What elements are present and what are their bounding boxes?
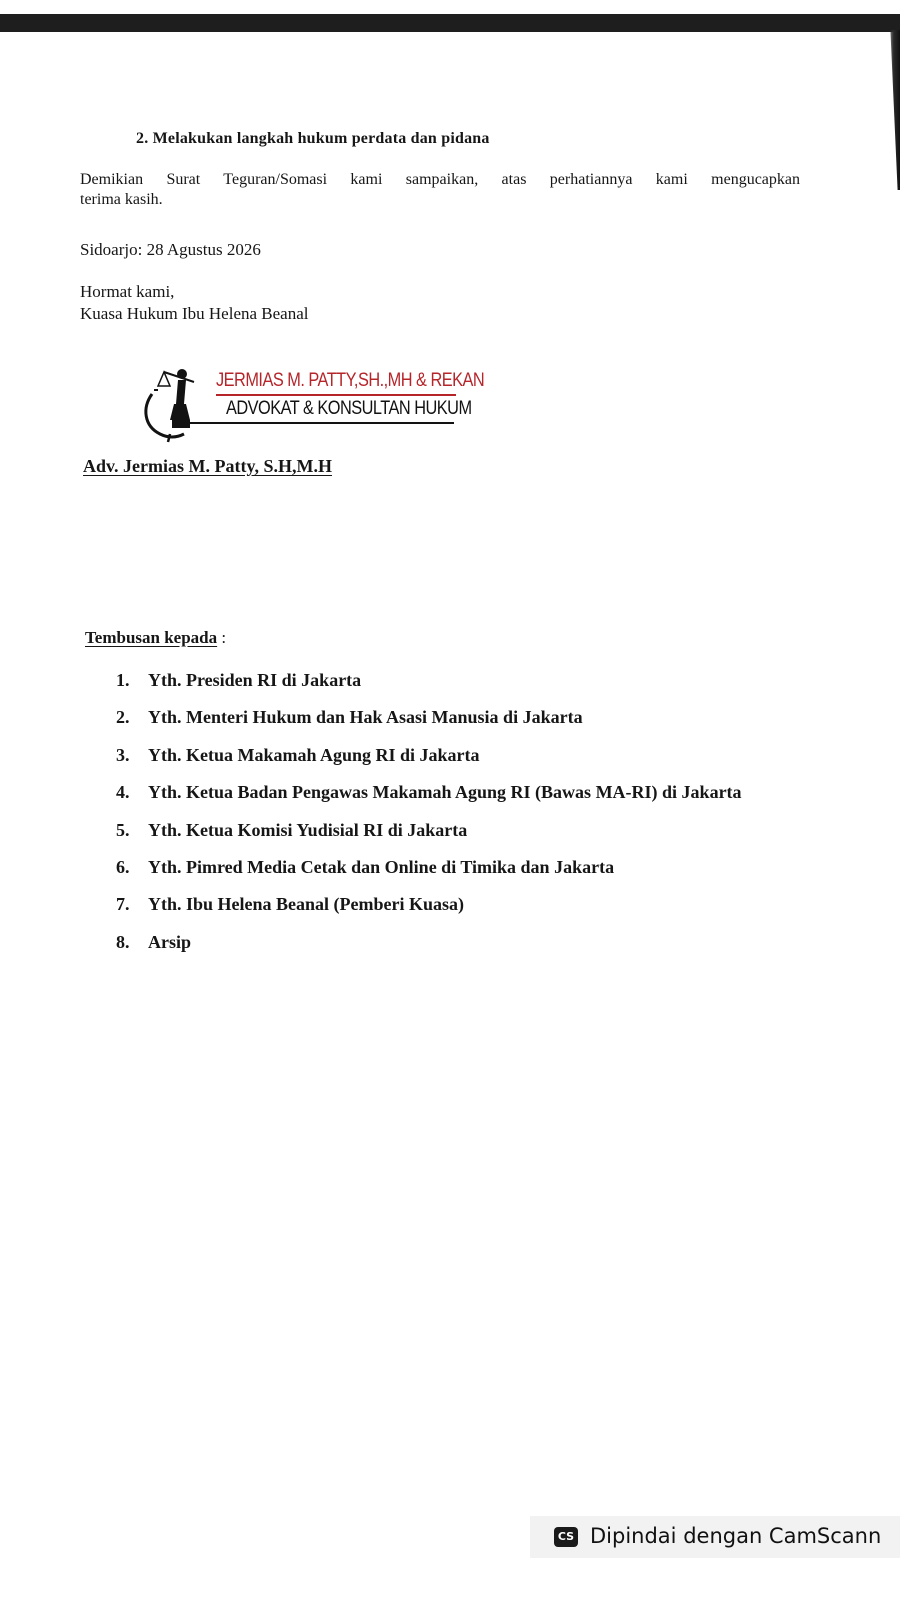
- cc-item-text: Yth. Ibu Helena Beanal (Pemberi Kuasa): [148, 894, 465, 915]
- cc-item-text: Yth. Ketua Makamah Agung RI di Jakarta: [148, 744, 480, 765]
- cc-item-number: 7.: [116, 894, 130, 915]
- cc-item: [116, 820, 742, 857]
- on-behalf-line: Kuasa Hukum Ibu Helena Beanal: [80, 304, 309, 323]
- cc-item-number: 5.: [116, 819, 130, 840]
- cc-item-number: 3.: [116, 744, 130, 765]
- cc-item-text: Yth. Ketua Komisi Yudisial RI di Jakarta: [148, 819, 468, 840]
- firm-name: JERMIAS M. PATTY,SH.,MH & REKAN: [216, 370, 485, 391]
- scan-dark-strip: [0, 14, 900, 32]
- closing-line-1: Demikian Surat Teguran/Somasi kami sampaikan, atas perhatiannya kami mengucapkan: [80, 171, 800, 188]
- lady-justice-icon: [138, 364, 220, 444]
- cc-item-text: Arsip: [148, 931, 192, 952]
- firm-type: ADVOKAT & KONSULTAN HUKUM: [226, 398, 472, 419]
- camscanner-logo-icon: CS: [554, 1527, 578, 1547]
- cc-item-number: 8.: [116, 931, 130, 952]
- cc-item: [116, 894, 742, 931]
- cc-item: [116, 782, 742, 819]
- cc-heading: [85, 628, 226, 648]
- cc-item: [116, 857, 742, 894]
- cc-item-number: 2.: [116, 707, 130, 728]
- place-date: Sidoarjo: 28 Agustus 2026: [80, 240, 261, 259]
- cc-item-number: 6.: [116, 856, 130, 877]
- camscanner-watermark: [530, 1516, 900, 1558]
- firm-name-rule: [216, 394, 456, 396]
- cc-item: [116, 745, 742, 782]
- scan-right-shadow: [884, 30, 900, 190]
- cc-item-text: Yth. Menteri Hukum dan Hak Asasi Manusia di Jakarta: [148, 707, 583, 728]
- cc-item-text: Yth. Ketua Badan Pengawas Makamah Agung RI (Bawas MA-RI) di Jakarta: [148, 782, 742, 803]
- cc-item-number: 4.: [116, 782, 130, 803]
- cc-item-number: 1.: [116, 670, 130, 690]
- cc-item: [116, 932, 742, 969]
- salutation: Hormat kami,: [80, 282, 175, 301]
- cc-item-text: Yth. Presiden RI di Jakarta: [148, 670, 362, 690]
- cc-list: [116, 670, 742, 969]
- scan-top-border: [0, 0, 900, 32]
- closing-line-2: terima kasih.: [80, 191, 163, 208]
- cc-heading-colon: :: [217, 628, 227, 647]
- stamp-underline: [184, 422, 454, 424]
- cc-item: [116, 707, 742, 744]
- law-firm-stamp: [138, 364, 485, 444]
- cc-heading-label: Tembusan kepada: [85, 628, 218, 647]
- closing-paragraph: [80, 170, 800, 210]
- cc-item: [116, 670, 742, 707]
- letter-point-2: 2. Melakukan langkah hukum perdata dan pidana: [136, 130, 490, 147]
- cc-item-text: Yth. Pimred Media Cetak dan Online di Timika dan Jakarta: [148, 856, 615, 877]
- camscanner-text: Dipindai dengan CamScann: [590, 1524, 882, 1548]
- signer-name: Adv. Jermias M. Patty, S.H,M.H: [83, 456, 332, 476]
